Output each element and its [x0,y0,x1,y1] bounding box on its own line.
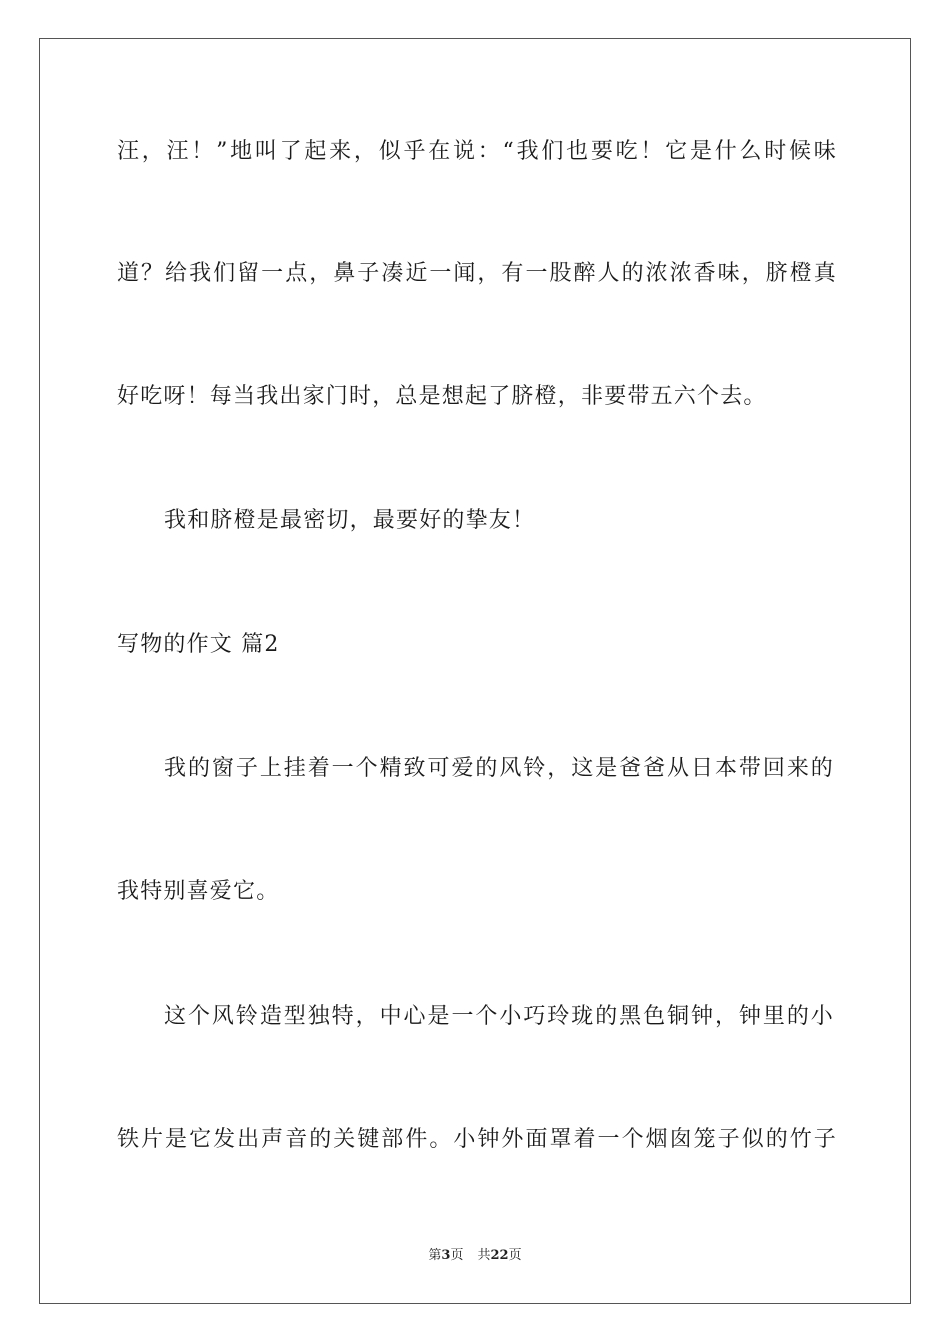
paragraph-line-7: 我特别喜爱它。 [117,879,280,904]
section-heading: 写物的作文 篇2 [117,632,280,657]
page-suffix: 页 [450,1248,464,1263]
total-page-number: 22 [490,1248,509,1263]
page-footer [0,1247,950,1265]
paragraph-line-9: 铁片是它发出声音的关键部件。小钟外面罩着一个烟囱笼子似的竹子 [117,1127,837,1152]
page-border [39,38,911,1304]
total-prefix: 共 [477,1248,491,1263]
paragraph-line-3: 好吃呀！每当我出家门时，总是想起了脐橙，非要带五六个去。 [117,384,767,409]
total-suffix: 页 [508,1248,522,1263]
paragraph-line-2: 道？给我们留一点，鼻子凑近一闻，有一股醉人的浓浓香味，脐橙真 [117,261,837,286]
current-page-number: 3 [441,1248,451,1263]
paragraph-line-6: 我的窗子上挂着一个精致可爱的风铃，这是爸爸从日本带回来的 [164,756,834,781]
page-prefix: 第 [428,1248,442,1263]
paragraph-line-4: 我和脐橙是最密切，最要好的挚友！ [164,508,536,533]
paragraph-line-1: 汪，汪！”地叫了起来，似乎在说：“我们也要吃！它是什么时候味 [117,139,837,164]
paragraph-line-8: 这个风铃造型独特，中心是一个小巧玲珑的黑色铜钟，钟里的小 [164,1004,834,1029]
